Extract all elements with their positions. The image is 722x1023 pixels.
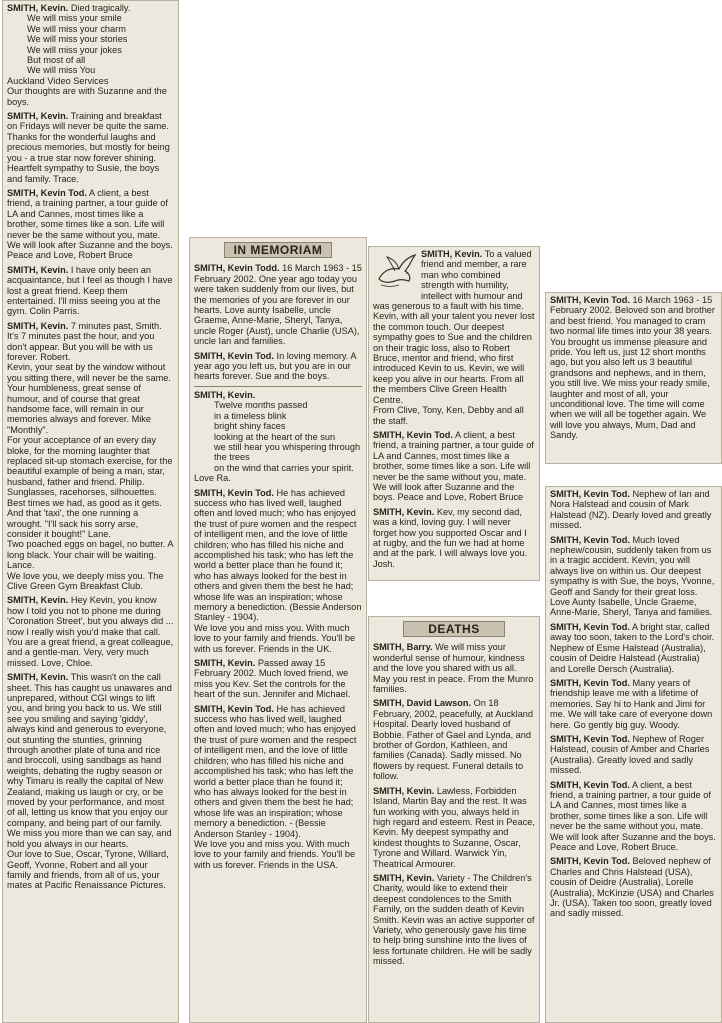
notice-body: 7 minutes past, Smith. It's 7 minutes past the hour, and you don't appear. But you will be with us forever. Robert. (7, 320, 162, 362)
notice-name: SMITH, Kevin. (7, 320, 69, 331)
notice-paragraph: We love you and miss you. With much love to your family and friends. You'll be with us forever. Friends in the UK. (194, 622, 356, 654)
notice-signoff: Auckland Video Services (7, 75, 109, 86)
verse-line: We will miss your smile (27, 13, 122, 24)
notice-text (7, 265, 174, 317)
notice-body: Lawless, Forbidden Island, Martin Bay and the rest. It was fun working with you, always held in high regard and esteem. Rest in Peace, Kevin. My deepest sympathy and kindest thoughts to Suzanne, Oscar, Tyrone and Willard. Warwick Yin, Theatrical Armourer. (373, 785, 535, 869)
notice-name: SMITH, Kevin. (194, 389, 256, 400)
notice (373, 873, 535, 967)
notice (550, 489, 717, 531)
notice-text (7, 188, 174, 261)
notice-text (7, 672, 174, 828)
notice (550, 622, 717, 674)
column-3-bottom-clipping (368, 616, 540, 1023)
notice (194, 704, 362, 871)
notice-paragraph: We love you, we deeply miss you. The Clive Green Gym Breakfast Club. (7, 570, 164, 591)
verse-line: We will miss You (27, 65, 96, 76)
notice-paragraph: Kevin, your seat by the window without you sitting there, will never be the same. Your humbleness, great sense of humour, and of course that great handsome face, will remain in our memories always and forever. Mike "Monthly". (7, 362, 171, 435)
notice (194, 390, 362, 484)
notice-body: Passed away 15 February 2002. Much loved friend, we miss you Kev. Set the controls for the heart of the sun. Jennifer and Michael. (194, 658, 351, 700)
notice-text (194, 351, 362, 382)
notice-body: Kev, my second dad, was a kind, loving guy. I will never forget how you supported Oscar and I at rugby, and the fun we had at home and at the park. I will always love you. Josh. (373, 506, 528, 569)
notice-paragraph: We love you and miss you. With much love to your family and friends. You'll be with us forever. Friends in the USA. (194, 838, 356, 870)
notice-name: SMITH, Kevin. (7, 672, 69, 683)
notice-body: 16 March 1963 - 15 February 2002. One year ago today you were taken suddenly from our lives, but the memories of you are forever in our hearts. Love aunty Isabelle, uncle Graeme, Anne-Marie, Sheryl, Tanya, uncle Roger (Aust), uncle Charlie (USA), uncle Ian and families. (194, 263, 362, 347)
notice-body: Hey Kevin, you know how I told you not to phone me during 'Coronation Street', but you always did ... now I really wish you'd make that call. You are a great friend, a great colleague, and a gentle-man. Very, very much missed. Love, Chloe. (7, 595, 174, 668)
notice-name: SMITH, Kevin Tod. (373, 429, 453, 440)
notice-text (373, 786, 535, 869)
notice-body: On 18 February, 2002, peacefully, at Auckland Hospital. Dearly loved husband of Bobbie. Father of Gael and Lynda, and brother of Gordon, Kathleen, and families (Canada). Sadly missed. No flowers by request. Funeral details to follow. (373, 698, 534, 782)
notice-name: SMITH, Kevin Tod. (194, 487, 274, 498)
notice-text (194, 658, 362, 700)
notice-body: Much loved nephew/cousin, suddenly taken from us in a tragic accident. Kevin, you will always live on within us. Our deepest sympathy is with Sue, the boys, Yvonne, Geoff and Sandy for their great loss. Love Aunty Isabelle, Uncle Graeme, Anne-Marie, Sheryl, Tanya and families. (550, 534, 715, 618)
notice (7, 265, 174, 317)
deaths-banner: DEATHS (403, 621, 505, 637)
verse-line: we still hear you whispering through the trees (214, 441, 361, 463)
column-2-clipping (189, 237, 367, 1023)
notice-text (550, 295, 717, 441)
notice (373, 786, 535, 869)
notice-name: SMITH, Kevin Tod. (194, 703, 274, 714)
notice-signoff: Our thoughts are with Suzanne and the boys. (7, 86, 167, 107)
notice-text (373, 430, 535, 503)
notice-name: SMITH, Kevin Tod. (550, 677, 630, 688)
notice-body: A client, a best friend, a training partner, a tour guide of LA and Cannes, most times like a brother, some times like a son. Life will never be the same without you, mate. We will look after Suzanne and the boys. Peace and Love, Robert Bruce (7, 187, 173, 261)
verse-line: We will miss your charm (27, 23, 126, 34)
column-3-top-clipping (368, 246, 540, 581)
notice-name: SMITH, Kevin. (7, 3, 69, 13)
notice (373, 507, 535, 569)
notice-text (7, 595, 174, 668)
notice-name: SMITH, Kevin Tod. (550, 856, 630, 867)
verse-line: But most of all (27, 55, 86, 66)
notice (7, 595, 174, 668)
notice-text (550, 856, 717, 918)
verse-line: bright shiny faces (214, 421, 286, 432)
notice-body: Many years of friendship leave me with a lifetime of memories. Say hi to Hank and Jimi for me. We will take care of everyone down here. Go gently big guy. Woody. (550, 677, 713, 730)
notice-name: SMITH, Kevin. (373, 506, 435, 517)
notice-body: We will miss your wonderful sense of humour, kindness and the love you shared with us all. May you rest in peace. From the Munro families. (373, 642, 534, 695)
notice (7, 188, 174, 261)
notice-name: SMITH, Kevin. (7, 595, 69, 606)
notice-paragraph: Sunglasses, racehorses, silhouettes. Best times we had, as good as it gets. And that 'taxi', the one running a wrought. "I'll sack his sorry arse, consider it bought!" Lane. (7, 487, 162, 539)
notice-text (550, 622, 717, 674)
notice (194, 351, 362, 382)
notice-name: SMITH, Kevin. (7, 111, 69, 122)
notice-name: SMITH, Barry. (373, 642, 433, 653)
notice-name: SMITH, Kevin Tod. (550, 489, 630, 499)
notice-name: SMITH, David Lawson. (373, 698, 472, 709)
notice (7, 672, 174, 891)
notice-paragraph: For your acceptance of an every day bloke, for the morning laughter that replaced sit-up stomach exercise, for the beautiful example of being a man, star, husband, father and friend. Philip. (7, 435, 173, 487)
notice-body: Training and breakfast on Fridays will never be quite the same. Thanks for the wonderful laughs and precious memories, but mostly for being you - a true star now forever shining. Heartfelt sympathy to Susie, the boys and family. Trace. (7, 111, 170, 184)
notice-name: SMITH, Kevin. (373, 872, 435, 883)
notice-text (194, 704, 362, 839)
notice-text (7, 3, 174, 13)
notice-text (550, 780, 717, 853)
notice-body: Nephew of Ian and Nora Halstead and cousin of Mark Halstead (NZ). Dearly loved and greatly missed. (550, 489, 712, 531)
notice (550, 780, 717, 853)
notice-body: He has achieved success who has lived well, laughed often and loved much; who has enjoyed the trust of pure women and the respect of intelligent men, and the love of little children; who has filled his niche and accomplished his task; who has left the world a better place than he found it; who has always looked for the best in others and given them the best he had; whose life was an inspiration; whose memory a benediction. - (Bessie Anderson Stanley - 1904). (194, 703, 357, 839)
notice (7, 3, 174, 107)
notice-text (550, 489, 717, 531)
notice-body: This wasn't on the call sheet. This has caught us unawares and unprepared, without CGI wings to lift you, and bring you back to us. We still see you smiling and saying 'giddy', always kind and generous to everyone, out stunting the stunties, grinning through another plate of tuna and rice and broccoli, using sandbags as hand weights, debating the rugby season or why Timaru is really the capital of New Zealand, making us laugh or cry, or be moved by your performance, and most of all, letting us know that you enjoy our company, and being part of our family. (7, 672, 172, 828)
notice-body: I have only been an acquaintance, but I feel as though I have lost a great friend. Keep them entertained. I'll miss seeing you at the gym. Colin Parris. (7, 264, 173, 317)
verse-line: We will miss your stories (27, 34, 128, 45)
notice-paragraph: Two poached eggs on bagel, no butter. A long black. Your chair will be waiting. Lance. (7, 539, 174, 571)
notice-body: Died tragically. (70, 3, 131, 13)
notice-body: 16 March 1963 - 15 February 2002. Beloved son and brother and best friend. You managed to cram two normal life times into your 38 years. You brought us immense pleasure and pride. You left us, just 12 short months ago, but you also left us 3 beautiful grandsons and nephews, and in them, you still live. We miss your ready smile, laughter and most of all, your unconditional love. The time will come when we will all be together again. We will love you always, Mum, Dad and Sandy. (550, 295, 715, 441)
notice (7, 111, 174, 184)
notice-name: SMITH, Kevin Tod. (194, 350, 274, 361)
notice-name: SMITH, Kevin. (194, 658, 256, 669)
notice-name: SMITH, Kevin Tod. (550, 621, 630, 632)
notice-body: Nephew of Roger Halstead, cousin of Amber and Charles (Australia). Greatly loved and sadly missed. (550, 733, 710, 776)
notice-text (194, 390, 362, 400)
notice-name: SMITH, Kevin. (7, 264, 69, 275)
notice-text (194, 263, 362, 346)
notice-name: SMITH, Kevin Tod. (7, 187, 87, 198)
notice (550, 295, 717, 441)
notice-text (7, 111, 174, 184)
notice-text (194, 488, 362, 623)
notice-body: Variety - The Children's Charity, would like to extend their deepest condolences to the Smith Family, on the sudden death of Kevin Smith. Kevin was an active supporter of Variety, who generously gave his time to help bring sunshine into the lives of less fortunate children. He will be sadly missed. (373, 872, 535, 967)
notice (194, 488, 362, 655)
notice-text (373, 873, 535, 967)
divider (194, 386, 362, 387)
notice-body: He has achieved success who has lived well, laughed often and loved much; who has enjoyed the trust of pure women and the respect of intelligent men, and the love of little children; who has filled his niche and accomplished his task; who has left the world a better place than he found it; who has always looked for the best in others and given them the best he had; whose life was an inspiration; whose memory a benediction. (Bessie Anderson Stanley - 1904). (194, 487, 362, 623)
notice-paragraph: We miss you more than we can say, and hold you always in our hearts. (7, 828, 172, 849)
notice-name: SMITH, Kevin Todd. (194, 263, 280, 274)
notice-paragraph: Our love to Sue, Oscar, Tyrone, Willard, Geoff, Yvonne, Robert and all your family and friends, from all of us, your mates at Pacific Renaissance Pictures. (7, 849, 169, 891)
notice-name: SMITH, Kevin Tod. (550, 779, 630, 790)
notice-text (550, 734, 717, 776)
notice (550, 856, 717, 918)
notice-name: SMITH, Kevin. (373, 785, 435, 796)
notice-body: A client, a best friend, a training partner, a tour guide of LA and Cannes, most times like a brother, some times like a son. Life will never be the same without you, mate. We will look after Suzanne and the boys. Peace and Love, Robert Bruce. (550, 779, 716, 852)
in-memoriam-banner: IN MEMORIAM (224, 242, 332, 258)
notice-body: A client, a best friend, a training partner, a tour guide of LA and Cannes, most times like a brother, some times like a son. Life will never be the same without you, mate. We will look after Suzanne and the boys. Peace and Love, Robert Bruce (373, 429, 534, 503)
notice-body: Beloved nephew of Charles and Chris Halstead (USA), cousin of Deidre (Australia), Lorelle (Australia), McKinzie (USA) and Charles Jr. (USA). Taken too soon, greatly loved and sadly missed. (550, 856, 714, 919)
column-4-bottom-clipping (545, 486, 722, 1023)
notice-name: SMITH, Kevin. (421, 249, 483, 259)
notice (550, 734, 717, 776)
verse-line: looking at the heart of the sun (214, 431, 336, 442)
column-4-top-clipping (545, 292, 722, 464)
notice (194, 263, 362, 346)
verse-line: on the wind that carries your spirit. (214, 462, 354, 473)
notice-body: To a valued friend and member, a rare man who combined strength with humility, intellect with humour and was generous to a fault with his time. Kevin, with all your talent you never lost the common touch. Our deepest sympathy goes to Sue and the children on their tragic loss, also to Robert Bruce, mentor and friend, who first introduced Kevin to us. Kevin, we will keep you alive in our hearts. From all the members Clive Green Health Centre. (373, 249, 535, 405)
notice (550, 535, 717, 618)
notice (194, 658, 362, 700)
notice-text (550, 678, 717, 730)
notice-text (373, 642, 535, 694)
notice-text (373, 698, 535, 781)
verse-line: Twelve months passed (214, 400, 308, 411)
notice-paragraph: From Clive, Tony, Ken, Debby and all the staff. (373, 405, 524, 426)
notice (373, 642, 535, 694)
notice-name: SMITH, Kevin Tod. (550, 733, 630, 744)
verse-line: in a timeless blink (214, 410, 287, 421)
notice-text (7, 321, 174, 363)
notice-name: SMITH, Kevin Tod. (550, 534, 630, 545)
notice-name: SMITH, Kevin Tod. (550, 295, 630, 305)
notice-signoff: Love Ra. (194, 473, 231, 484)
verse-line: We will miss your jokes (27, 44, 122, 55)
dove-icon (373, 249, 417, 291)
notice-text (373, 507, 535, 569)
notice (550, 678, 717, 730)
column-1-clipping (2, 0, 179, 1023)
notice (7, 321, 174, 592)
notice-body: In loving memory. A year ago you left us, but you are in our hearts forever. Sue and the boys. (194, 350, 357, 382)
notice (373, 430, 535, 503)
notice (373, 698, 535, 781)
notice-text (550, 535, 717, 618)
notice-body: A bright star, called away too soon, taken to the Lord's choir. Nephew of Esme Halstead (Australia), cousin of Deidre Halstead (Australia) and Lorelle Dersch (Australia). (550, 621, 715, 674)
